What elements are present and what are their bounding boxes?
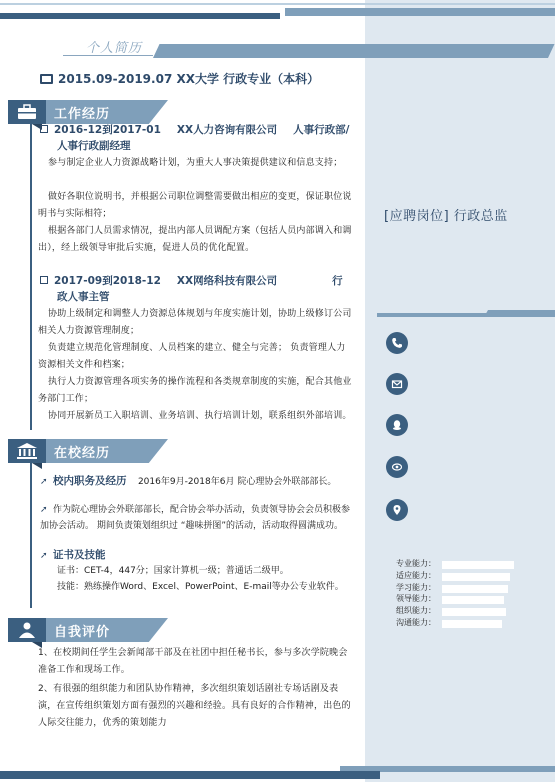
person-icon — [16, 622, 38, 638]
job-2-dates: 2017-09到2018-12 — [54, 275, 161, 287]
skill-line: 技能：熟练操作Word、Excel、PowerPoint、E-mail等办公专业软件。 — [57, 582, 344, 592]
school-building-icon — [16, 443, 38, 459]
school-item-1 — [40, 473, 355, 490]
skill-bar-6 — [442, 620, 502, 628]
section-work-header — [8, 100, 168, 124]
section-work-title: 工作经历 — [54, 107, 111, 122]
section-school-header — [8, 439, 168, 463]
top-light-stripe — [285, 8, 555, 16]
qq-icon — [386, 414, 408, 436]
skill-label-5: 组织能力： — [396, 606, 436, 616]
job-1-para-2: 做好各职位说明书，并根据公司职位调整需要做出相应的变更，保证职位说明书与实际相符； — [38, 192, 352, 219]
job-1-title: 人事行政副经理 — [57, 140, 131, 152]
section-school-title: 在校经历 — [54, 446, 111, 461]
skill-bar-3 — [442, 585, 508, 593]
skill-label-6: 沟通能力： — [396, 617, 436, 627]
job-2-para-1: 协助上级制定和调整人力资源总体规划与年度实施计划，协助上级修订公司相关人力资源管理制度； — [38, 309, 352, 336]
skill-bar-5 — [442, 608, 506, 616]
skill-bar-1 — [442, 561, 514, 569]
skills-panel — [396, 558, 436, 629]
education-text: 2015.09-2019.07 XX大学 行政专业（本科） — [58, 72, 320, 86]
calendar-icon — [40, 276, 48, 284]
skill-label-2: 适应能力： — [396, 570, 436, 580]
school-item-2-text: 作为院心理协会外联部部长，配合协会举办活动，负责领导协会会员积极参加协会活动。 期间负责策划组织过 “趣味拼图”的活动，活动取得圆满成功。 — [40, 505, 351, 531]
education-line — [40, 70, 319, 87]
job-2-para-4: 协同开展新员工入职培训、业务培训、执行培训计划，联系组织外部培训。 — [48, 411, 352, 421]
self-eval-2: 2、有很强的组织能力和团队协作精神，多次组织策划话剧社专场话剧及表演，在宣传组织策划方面有强烈的兴趣和经验。具有良好的合作精神，出色的人际交往能力，优秀的策划能力 — [38, 684, 351, 728]
school-item-1-title: 校内职务及经历 — [53, 475, 127, 487]
job-1-para-1: 参与制定企业人力资源战略计划，为重大人事决策提供建议和信息支持； — [48, 158, 343, 168]
location-eye-icon — [386, 456, 408, 478]
skill-label-3: 学习能力： — [396, 582, 436, 592]
job-1-dates: 2016-12到2017-01 — [54, 124, 161, 136]
school-item-2 — [40, 502, 355, 534]
skill-label-4: 领导能力： — [396, 594, 436, 604]
arrow-icon: ➚ — [40, 505, 48, 515]
job-1-dept: 人事行政部/ — [293, 124, 350, 136]
self-eval-1: 1、在校期间任学生会新闻部干部及在社团中担任秘书长，参与多次学院晚会准备工作和现场工作。 — [38, 648, 348, 675]
top-dark-stripe — [0, 13, 280, 19]
job-1-company: XX人力咨询有限公司 — [176, 124, 278, 136]
applied-position: [应聘岗位] 行政总监 — [384, 209, 508, 224]
skill-bar-2 — [442, 573, 510, 581]
arrow-icon: ➚ — [40, 551, 48, 561]
email-icon — [386, 373, 408, 395]
job-1-para-3: 根据各部门人员需求情况，提出内部人员调配方案（包括人员内部调入和调出），经上级领导审批后实施，促进人员的优化配置。 — [38, 226, 352, 253]
timeline-work — [30, 120, 32, 430]
school-item-1-text: 2016年9月-2018年6月 院心理协会外联部部长。 — [137, 477, 337, 487]
skill-bar-4 — [442, 596, 504, 604]
section-self-title: 自我评价 — [54, 625, 111, 640]
phone-icon — [386, 332, 408, 354]
book-icon — [40, 74, 53, 84]
job-2-title: 政人事主管 — [57, 291, 110, 303]
job-1-header — [40, 122, 360, 138]
skill-label-1: 专业能力： — [396, 559, 436, 568]
job-2-para-3: 执行人力资源管理各项实务的操作流程和各类规章制度的实施，配合其他业务部门工作； — [38, 377, 352, 404]
calendar-icon — [40, 125, 48, 133]
location-icon — [386, 499, 408, 521]
job-2-dept: 行 — [332, 275, 343, 287]
contact-divider-end — [484, 310, 555, 317]
arrow-icon: ➚ — [40, 477, 48, 487]
page-title: 个人简历 — [86, 41, 143, 56]
job-2-company: XX网络科技有限公司 — [176, 275, 278, 287]
job-2-para-2: 负责建立规范化管理制度、人员档案的建立、健全与完善； 负责管理人力资源相关文件和档案； — [38, 343, 346, 370]
briefcase-icon — [16, 104, 38, 120]
job-2-header — [40, 273, 360, 289]
school-item-3-title: 证书及技能 — [53, 549, 106, 561]
section-self-header — [8, 618, 168, 642]
top-thin-stripe — [0, 3, 555, 5]
timeline-school — [30, 458, 32, 608]
bottom-dark-stripe — [0, 771, 380, 779]
school-item-3 — [40, 547, 355, 564]
cert-line: 证书：CET-4，447分；国家计算机一级；普通话二级甲。 — [57, 566, 289, 576]
